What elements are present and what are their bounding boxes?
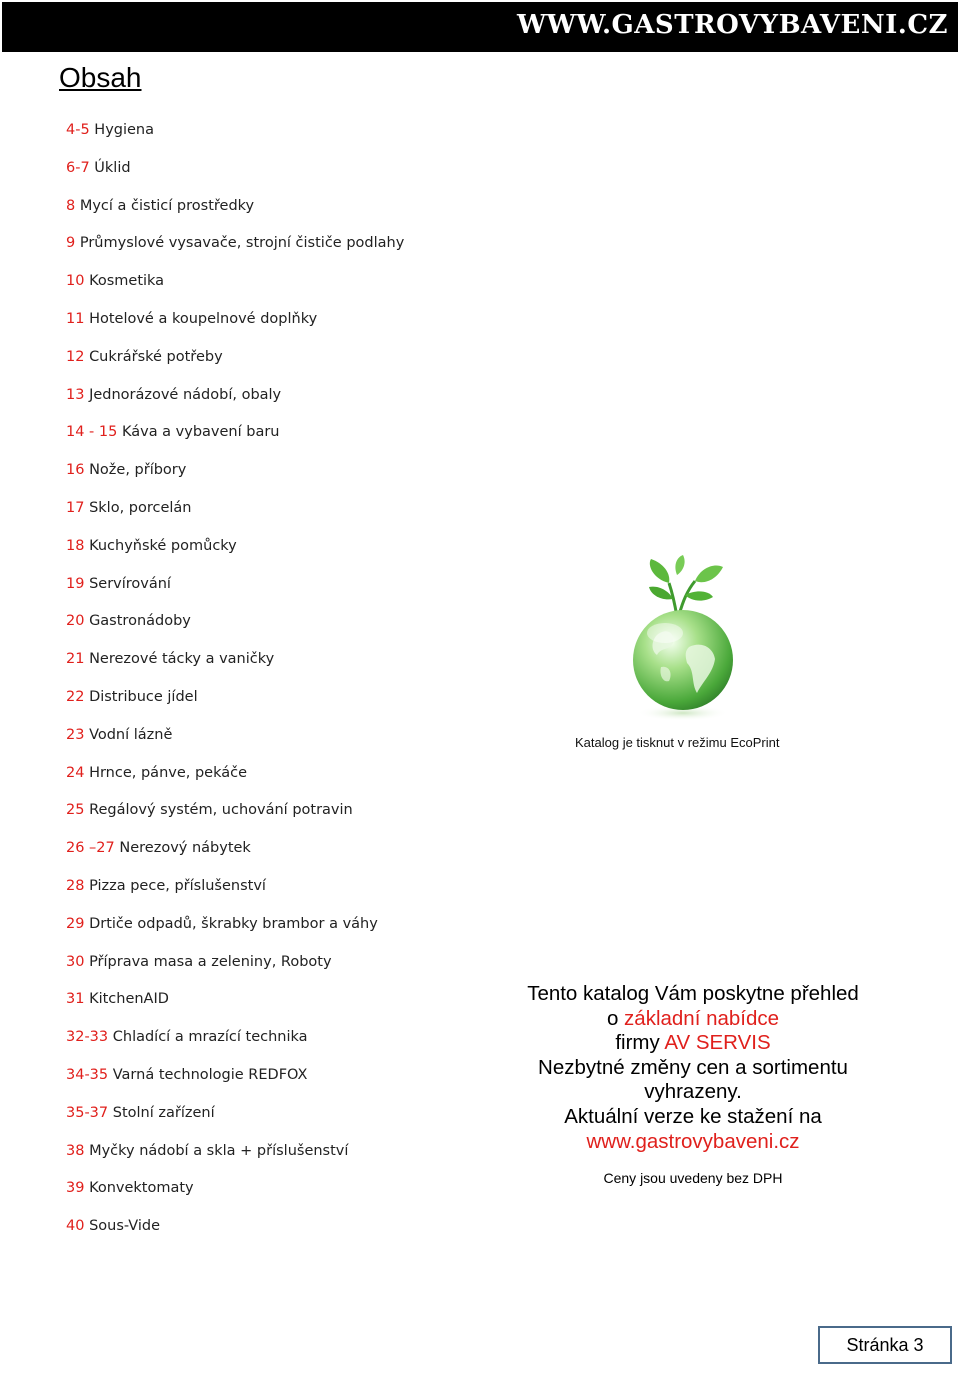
toc-page-number: 21 [66, 651, 85, 668]
toc-item-label: Hotelové a koupelnové doplňky [89, 311, 318, 327]
toc-page-number: 40 [66, 1218, 85, 1235]
toc-page-number: 19 [66, 575, 85, 592]
toc-item-label: Stolní zařízení [112, 1104, 215, 1121]
toc-item[interactable] [66, 500, 192, 516]
toc-page-number: 31 [66, 991, 85, 1008]
toc-item-label: Kuchyňské pomůcky [89, 537, 237, 554]
toc-item[interactable] [66, 349, 223, 365]
toc-item-label: Cukrářské potřeby [89, 348, 223, 365]
toc-item-label: Káva a vybavení baru [121, 424, 280, 441]
toc-item[interactable] [66, 311, 317, 327]
toc-page-number: 6-7 [66, 159, 90, 176]
info-url-link[interactable]: www.gastrovybaveni.cz [586, 1129, 800, 1153]
toc-item-label: Hygiena [94, 122, 155, 138]
toc-page-number: 13 [66, 386, 85, 403]
globe-plant-icon [617, 555, 747, 725]
info-line-3 [493, 1031, 893, 1056]
toc-item-label: KitchenAID [89, 991, 169, 1008]
toc-item[interactable] [66, 538, 237, 554]
toc-item[interactable] [66, 840, 251, 856]
toc-item[interactable] [66, 991, 169, 1007]
toc-item[interactable] [66, 1218, 160, 1234]
toc-item[interactable] [66, 462, 186, 478]
toc-page-number: 39 [66, 1180, 85, 1197]
toc-item-label: Regálový systém, uchování potravin [89, 802, 353, 819]
toc-item-label: Příprava masa a zeleniny, Roboty [89, 953, 332, 970]
toc-item[interactable] [66, 424, 280, 440]
toc-item[interactable] [66, 689, 198, 705]
info-line-2-prefix: o [606, 1006, 625, 1030]
toc-page-number: 10 [66, 273, 85, 290]
toc-item[interactable] [66, 160, 131, 176]
toc-page-number: 11 [66, 311, 85, 327]
price-note: Ceny jsou uvedeny bez DPH [603, 1170, 783, 1186]
toc-page-number: 32-33 [66, 1029, 109, 1046]
toc-item[interactable] [66, 235, 404, 251]
toc-item-label: Sklo, porcelán [89, 500, 192, 516]
toc-page-number: 38 [66, 1142, 85, 1159]
info-line-2 [493, 1007, 893, 1032]
toc-item[interactable] [66, 765, 247, 781]
info-line-6: Aktuální verze ke stažení na [564, 1104, 822, 1128]
toc-page-number: 14 - 15 [66, 424, 118, 441]
toc-item-label: Pizza pece, příslušenství [89, 878, 266, 894]
toc-item[interactable] [66, 198, 254, 214]
toc-page-number: 20 [66, 613, 85, 630]
toc-page-number: 16 [66, 462, 85, 479]
toc-item-label: Úklid [94, 159, 131, 176]
catalog-info [493, 982, 893, 1154]
toc-item-label: Vodní lázně [89, 726, 173, 743]
toc-item-label: Nože, příbory [89, 462, 187, 479]
toc-page-number: 29 [66, 915, 85, 932]
toc-item[interactable] [66, 613, 191, 629]
page-title: Obsah [59, 62, 142, 93]
toc-page-number: 4-5 [66, 122, 90, 138]
info-line-1: Tento katalog Vám poskytne přehled [527, 982, 859, 1005]
toc-item-label: Chladící a mrazící technika [112, 1029, 308, 1046]
toc-item-label: Mycí a čisticí prostředky [79, 197, 255, 214]
toc-item[interactable] [66, 387, 281, 403]
info-basic-offer: základní nabídce [624, 1006, 780, 1030]
toc-item[interactable] [66, 954, 332, 970]
toc-item-label: Distribuce jídel [89, 689, 198, 705]
toc-item[interactable] [66, 1067, 307, 1083]
toc-item[interactable] [66, 273, 164, 289]
toc-page-number: 9 [66, 235, 76, 252]
toc-item-label: Varná technologie REDFOX [112, 1067, 308, 1083]
toc-item-label: Hrnce, pánve, pekáče [89, 764, 248, 781]
info-line-4: Nezbytné změny cen a sortimentu [538, 1055, 848, 1079]
toc-page-number: 12 [66, 348, 85, 365]
toc-item-label: Gastronádoby [89, 613, 191, 630]
toc-item-label: Kosmetika [89, 273, 165, 290]
ecoprint-caption: Katalog je tisknut v režimu EcoPrint [575, 735, 780, 750]
toc-page-number: 25 [66, 802, 85, 819]
toc-item[interactable] [66, 1180, 194, 1196]
toc-page-number: 28 [66, 878, 85, 894]
toc-item-label: Drtiče odpadů, škrabky brambor a váhy [89, 915, 378, 932]
toc-item[interactable] [66, 1029, 308, 1045]
toc-page-number: 34-35 [66, 1067, 109, 1083]
toc-item[interactable] [66, 576, 171, 592]
info-company-name: AV SERVIS [664, 1031, 771, 1055]
toc-item[interactable] [66, 727, 172, 743]
toc-page-number: 8 [66, 197, 76, 214]
toc-item-label: Myčky nádobí a skla + příslušenství [89, 1142, 349, 1159]
toc-item-label: Servírování [89, 575, 171, 592]
toc-item-label: Sous-Vide [89, 1218, 161, 1235]
info-line-5: vyhrazeny. [644, 1080, 742, 1104]
toc-item-label: Nerezové tácky a vaničky [89, 651, 275, 668]
info-line-3-prefix: firmy [615, 1031, 665, 1055]
toc-page-number: 30 [66, 953, 85, 970]
page-number-box: Stránka 3 [818, 1326, 952, 1364]
site-url[interactable]: WWW.GASTROVYBAVENI.CZ [516, 10, 948, 40]
toc-item[interactable] [66, 651, 274, 667]
toc-item[interactable] [66, 916, 378, 932]
toc-page-number: 24 [66, 764, 85, 781]
toc-item[interactable] [66, 878, 266, 894]
header-bar [2, 2, 958, 52]
toc-item-label: Jednorázové nádobí, obaly [89, 386, 282, 403]
toc-item-label: Konvektomaty [89, 1180, 194, 1197]
toc-item[interactable] [66, 802, 353, 818]
toc-page-number: 22 [66, 689, 85, 705]
toc-page-number: 35-37 [66, 1104, 109, 1121]
toc-page-number: 23 [66, 726, 85, 743]
toc-item[interactable] [66, 1105, 215, 1121]
toc-item[interactable] [66, 122, 154, 138]
toc-page-number: 26 –27 [66, 840, 115, 857]
toc-item[interactable] [66, 1143, 348, 1159]
toc-page-number: 18 [66, 537, 85, 554]
toc-item-label: Nerezový nábytek [119, 840, 251, 857]
toc-item-label: Průmyslové vysavače, strojní čističe podlahy [79, 235, 405, 252]
toc-page-number: 17 [66, 500, 85, 516]
